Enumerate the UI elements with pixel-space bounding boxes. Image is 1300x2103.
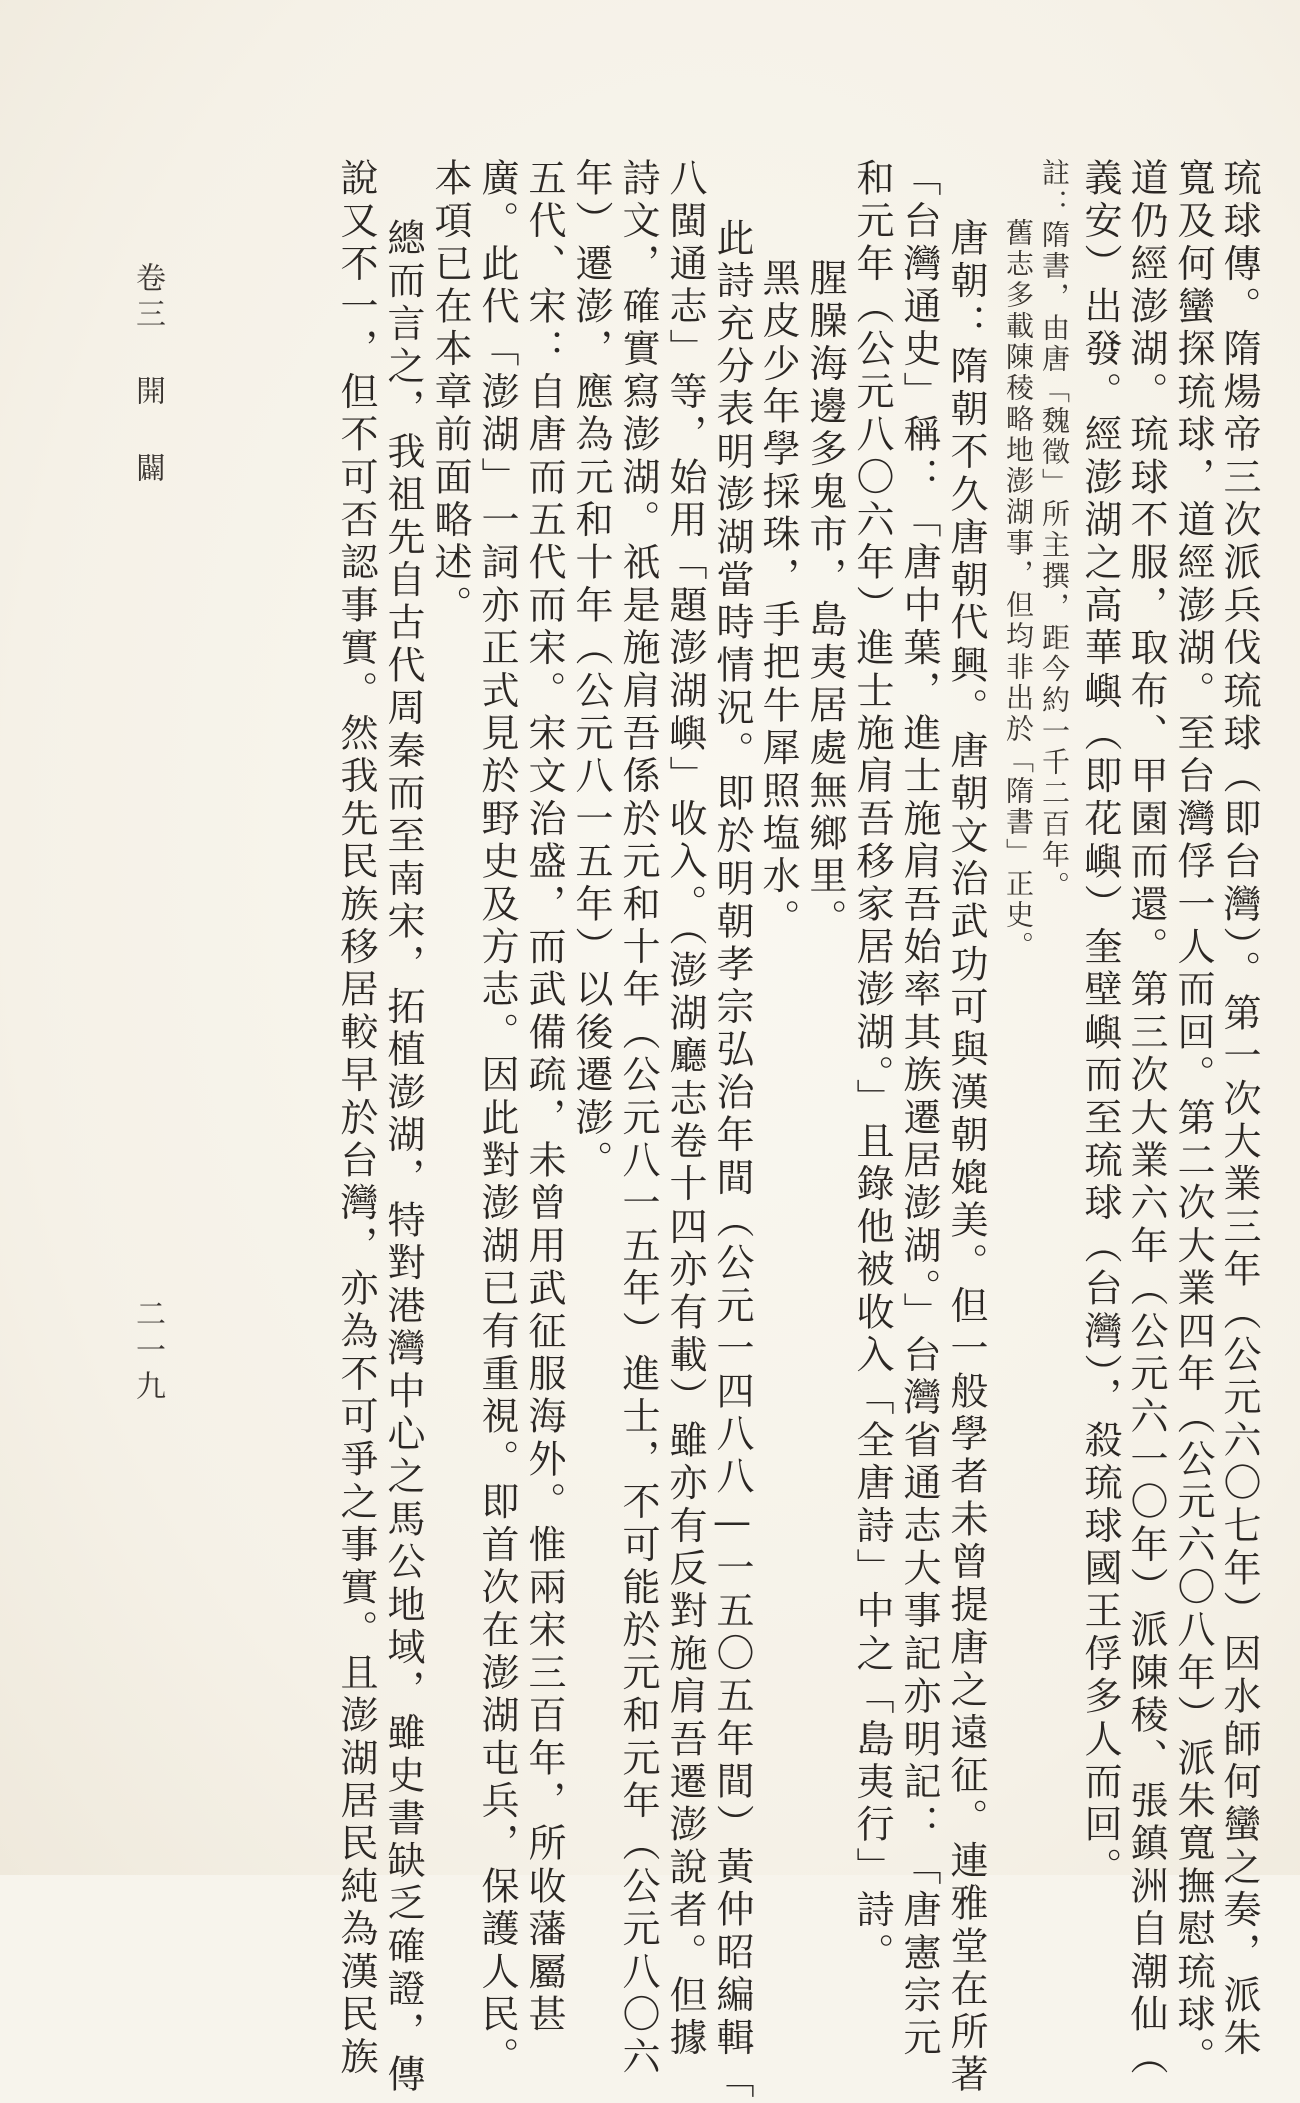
footnote-line-1: 註：隋書，由唐「魏徵」所主撰，距今約一千二百年。 (1038, 158, 1071, 902)
text-column-tang-2: 「台灣通史」稱：「唐中葉，進士施肩吾始率其族遷居澎湖。」台灣省通志大事記亦明記：「唐憲宗元 (897, 158, 941, 2061)
text-column-1: 琉球傳。隋煬帝三次派兵伐琉球（即台灣）。第一次大業三年（公元六〇七年）因水師何蠻之奏，派朱 (1217, 158, 1261, 2061)
text-column-summary-2: 說又不一，但不可否認事實。然我先民族移居較早於台灣，亦為不可爭之事實。且澎湖居民純為漢民族 (334, 158, 378, 2080)
footnote-line-2: 舊志多載陳稜略地澎湖事，但均非出於「隋書」正史。 (1002, 218, 1035, 962)
text-column-song-3: 本項已在本章前面略述。 (428, 158, 472, 628)
text-column-tang-3: 和元年（公元八〇六年）進士施肩吾移家居澎湖。」且錄他被收入「全唐詩」中之「島夷行」詩。 (850, 158, 894, 1976)
text-column-poem-note-2: 八閩通志」等，始用「題澎湖嶼」收入。（澎湖廳志卷十四亦有載）雖亦有反對施肩吾遷澎說者。但據 (663, 158, 707, 2061)
page-number: 二一九 (130, 1298, 165, 1406)
text-column-3: 道仍經澎湖。琉球不服，取布、甲園而還。第三次大業六年（公元六一〇年）派陳稜、張鎮洲自潮仙（ (1124, 158, 1168, 2080)
text-column-song-2: 廣。此代「澎湖」一詞亦正式見於野史及方志。因此對澎湖已有重視。即首次在澎湖屯兵，保護人民。 (475, 158, 519, 2080)
text-column-poem-note-1: 此詩充分表明澎湖當時情況。即於明朝孝宗弘治年間（公元一四八八—一五〇五年間）黃仲昭編輯「 (710, 218, 754, 2103)
text-column-4: 義安）出發。經澎湖之高華嶼（即花嶼）奎壁嶼而至琉球（台灣），殺琉球國王俘多人而回。 (1078, 158, 1122, 1890)
text-column-song-1: 五代、宋：自唐而五代而宋。宋文治盛，而武備疏，未曾用武征服海外。惟兩宋三百年，所收藩屬甚 (522, 158, 566, 2037)
text-column-poem-note-3: 詩文，確實寫澎湖。祇是施肩吾係於元和十年（公元八一五年）進士，不可能於元和元年（公元八〇六 (616, 158, 660, 2080)
text-column-tang-1: 唐朝：隋朝不久唐朝代興。唐朝文治武功可與漢朝媲美。但一般學者未曾提唐之遠征。連雅堂在所著 (944, 218, 988, 2097)
poem-line-2: 黑皮少年學採珠，手把牛犀照塩水。 (756, 258, 800, 942)
text-column-2: 寬及何蠻探琉球，道經澎湖。至台灣俘一人而回。第二次大業四年（公元六〇八年）派朱寬撫慰琉球。 (1171, 158, 1215, 2080)
text-column-summary-1: 總而言之，我祖先自古代周秦而至南宋，拓植澎湖，特對港灣中心之馬公地域，雖史書缺乏確證，傳 (381, 218, 425, 2097)
text-column-poem-note-4: 年）遷澎，應為元和十年（公元八一五年）以後遷澎。 (569, 158, 613, 1183)
volume-label: 卷三 開 闢 (130, 262, 165, 488)
poem-line-1: 腥臊海邊多鬼市，島夷居處無鄉里。 (803, 258, 847, 942)
